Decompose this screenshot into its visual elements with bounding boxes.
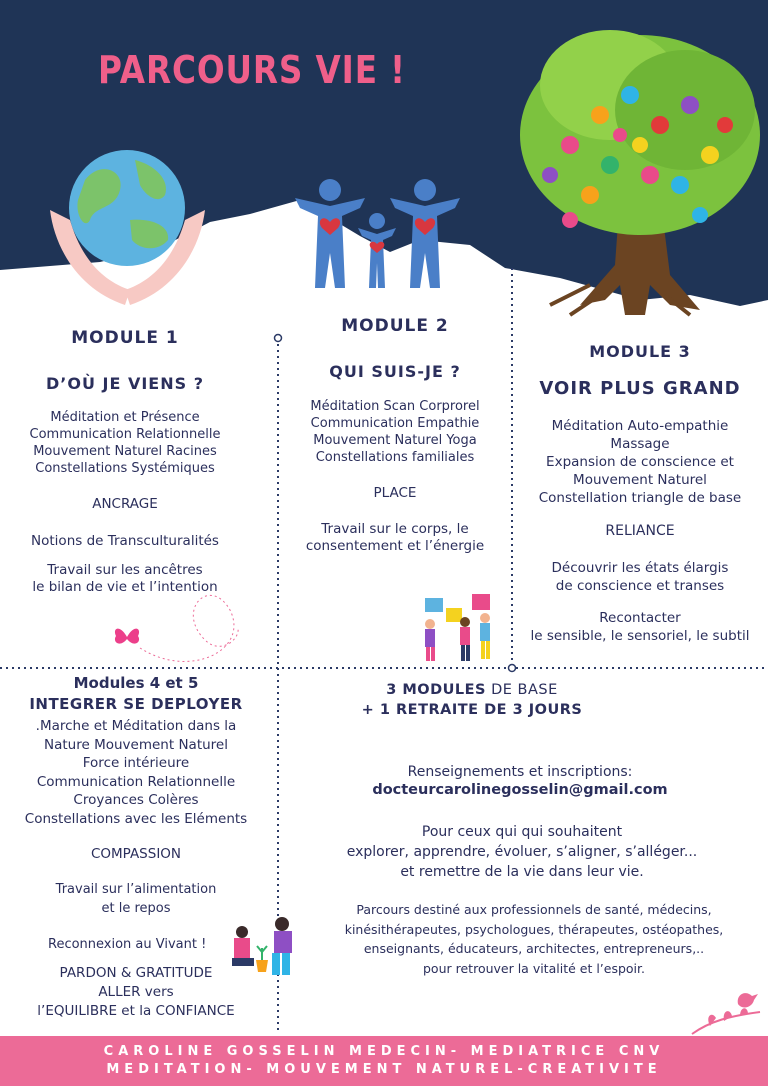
module-4-5-closing-line: PARDON & GRATITUDE [59, 965, 213, 981]
base-modules-count: 3 MODULES [386, 682, 486, 698]
module-2-work-line: Travail sur le corps, le [321, 521, 469, 537]
module-2-items [278, 398, 512, 466]
audience-line: enseignants, éducateurs, architectes, entrepreneurs,.. [363, 941, 705, 956]
module-3-item: Constellation triangle de base [538, 490, 742, 506]
module-1-items [0, 409, 250, 477]
module-4-5 [0, 674, 272, 918]
module-3-items [512, 417, 768, 507]
module-1 [0, 328, 250, 596]
module-3-item: Expansion de conscience et [546, 454, 734, 470]
module-3-subtitle: VOIR PLUS GRAND [539, 378, 741, 399]
module-4-5-work-line: et le repos [101, 901, 171, 916]
module-4-5-item: Force intérieure [82, 755, 190, 771]
module-1-subtitle: D’OÙ JE VIENS ? [45, 374, 204, 393]
module-2-work [278, 521, 512, 555]
pitch-line: et remettre de la vie dans leur vie. [400, 864, 644, 880]
pitch-line: explorer, apprendre, évoluer, s’aligner, s’alléger... [346, 844, 698, 860]
info-block [312, 682, 632, 718]
butterfly-icon [112, 624, 142, 650]
module-3-discover-line: Découvrir les états élargis [551, 560, 729, 576]
module-4-5-reconnexion: Reconnexion au Vivant ! [48, 937, 207, 952]
page-title: PARCOURS VIE ! [98, 48, 406, 92]
family-hearts-icon [290, 178, 465, 303]
module-4-5-closing-line: l’EQUILIBRE et la CONFIANCE [37, 1003, 235, 1019]
module-4-5-closing-line: ALLER vers [98, 984, 174, 1000]
module-1-item: Méditation et Présence [50, 410, 200, 425]
module-1-item: Mouvement Naturel Racines [33, 444, 217, 459]
module-3-discover [512, 559, 768, 595]
gardening-people-icon [224, 916, 306, 988]
module-2-item: Méditation Scan Corprorel [310, 399, 480, 414]
retreat: + 1 RETRAITE DE 3 JOURS [361, 702, 583, 718]
audience-line: Parcours destiné aux professionnels de santé, médecins, [356, 902, 712, 917]
module-1-title: MODULE 1 [71, 328, 179, 348]
module-2-subtitle: QUI SUIS-JE ? [329, 362, 461, 381]
module-4-5-items [0, 717, 272, 828]
module-4-5-item: Communication Relationnelle [36, 773, 236, 790]
module-3-item: Mouvement Naturel [573, 472, 707, 488]
module-3-reconnect [512, 609, 768, 645]
module-1-item: Communication Relationnelle [29, 427, 221, 442]
puzzle-people-icon [410, 592, 505, 664]
module-2-work-line: consentement et l’énergie [305, 538, 485, 554]
module-4-5-subtitle: INTEGRER SE DEPLOYER [29, 695, 243, 713]
module-3-title: MODULE 3 [589, 342, 691, 361]
module-4-5-keyword: COMPASSION [90, 846, 182, 862]
pitch [292, 822, 752, 882]
module-1-work-line: Travail sur les ancêtres [47, 562, 203, 578]
hands-globe-icon [40, 140, 215, 315]
module-1-work-line: le bilan de vie et l’intention [32, 579, 218, 595]
module-1-work [0, 562, 250, 596]
contact-label: Renseignements et inscriptions: [407, 764, 633, 780]
footer-line-1: CAROLINE GOSSELIN MEDECIN- MEDIATRICE CNV [103, 1044, 665, 1059]
module-2-title: MODULE 2 [341, 316, 449, 336]
module-3-keyword: RELIANCE [605, 523, 675, 539]
module-4-5-work-line: Travail sur l’alimentation [55, 882, 217, 897]
audience [300, 900, 768, 978]
module-2 [278, 316, 512, 555]
module-3-discover-line: de conscience et transes [555, 578, 725, 594]
module-3-item: Méditation Auto-empathie [551, 418, 729, 434]
module-4-5-item: .Marche et Méditation dans la [35, 718, 237, 734]
module-2-item: Mouvement Naturel Yoga [313, 433, 477, 448]
module-4-5-item: Croyances Colères [73, 792, 199, 808]
module-2-item: Constellations familiales [315, 450, 475, 465]
module-2-item: Communication Empathie [310, 416, 480, 431]
module-3-reconnect-line: Recontacter [599, 610, 681, 626]
module-4-5-item: Nature Mouvement Naturel [44, 736, 228, 753]
module-4-5-work [0, 880, 272, 918]
tree-hands-icon [510, 15, 768, 325]
audience-line: pour retrouver la vitalité et l’espoir. [423, 960, 645, 976]
footer-banner [0, 1036, 768, 1086]
bird-branch-icon [690, 986, 762, 1036]
module-3 [512, 342, 768, 645]
module-3-reconnect-line: le sensible, le sensoriel, le subtil [530, 628, 750, 644]
audience-line: kinésithérapeutes, psychologues, thérapeutes, ostéopathes, [344, 921, 724, 937]
email-link[interactable]: docteurcarolinegosselin@gmail.com [372, 782, 668, 798]
module-4-5-item: Constellations avec les Eléments [24, 810, 248, 827]
module-1-item: Constellations Systémiques [35, 461, 215, 476]
pitch-line: Pour ceux qui qui souhaitent [421, 824, 623, 840]
module-1-notions: Notions de Transculturalités [31, 533, 219, 549]
module-2-keyword: PLACE [373, 485, 417, 501]
module-4-5-title: Modules 4 et 5 [73, 674, 199, 692]
base-modules [312, 682, 632, 698]
footer-line-2: MEDITATION- MOUVEMENT NATUREL-CREATIVITE [106, 1062, 662, 1077]
module-1-keyword: ANCRAGE [92, 496, 158, 512]
base-modules-label: DE BASE [486, 682, 558, 698]
module-3-item: Massage [610, 436, 670, 452]
